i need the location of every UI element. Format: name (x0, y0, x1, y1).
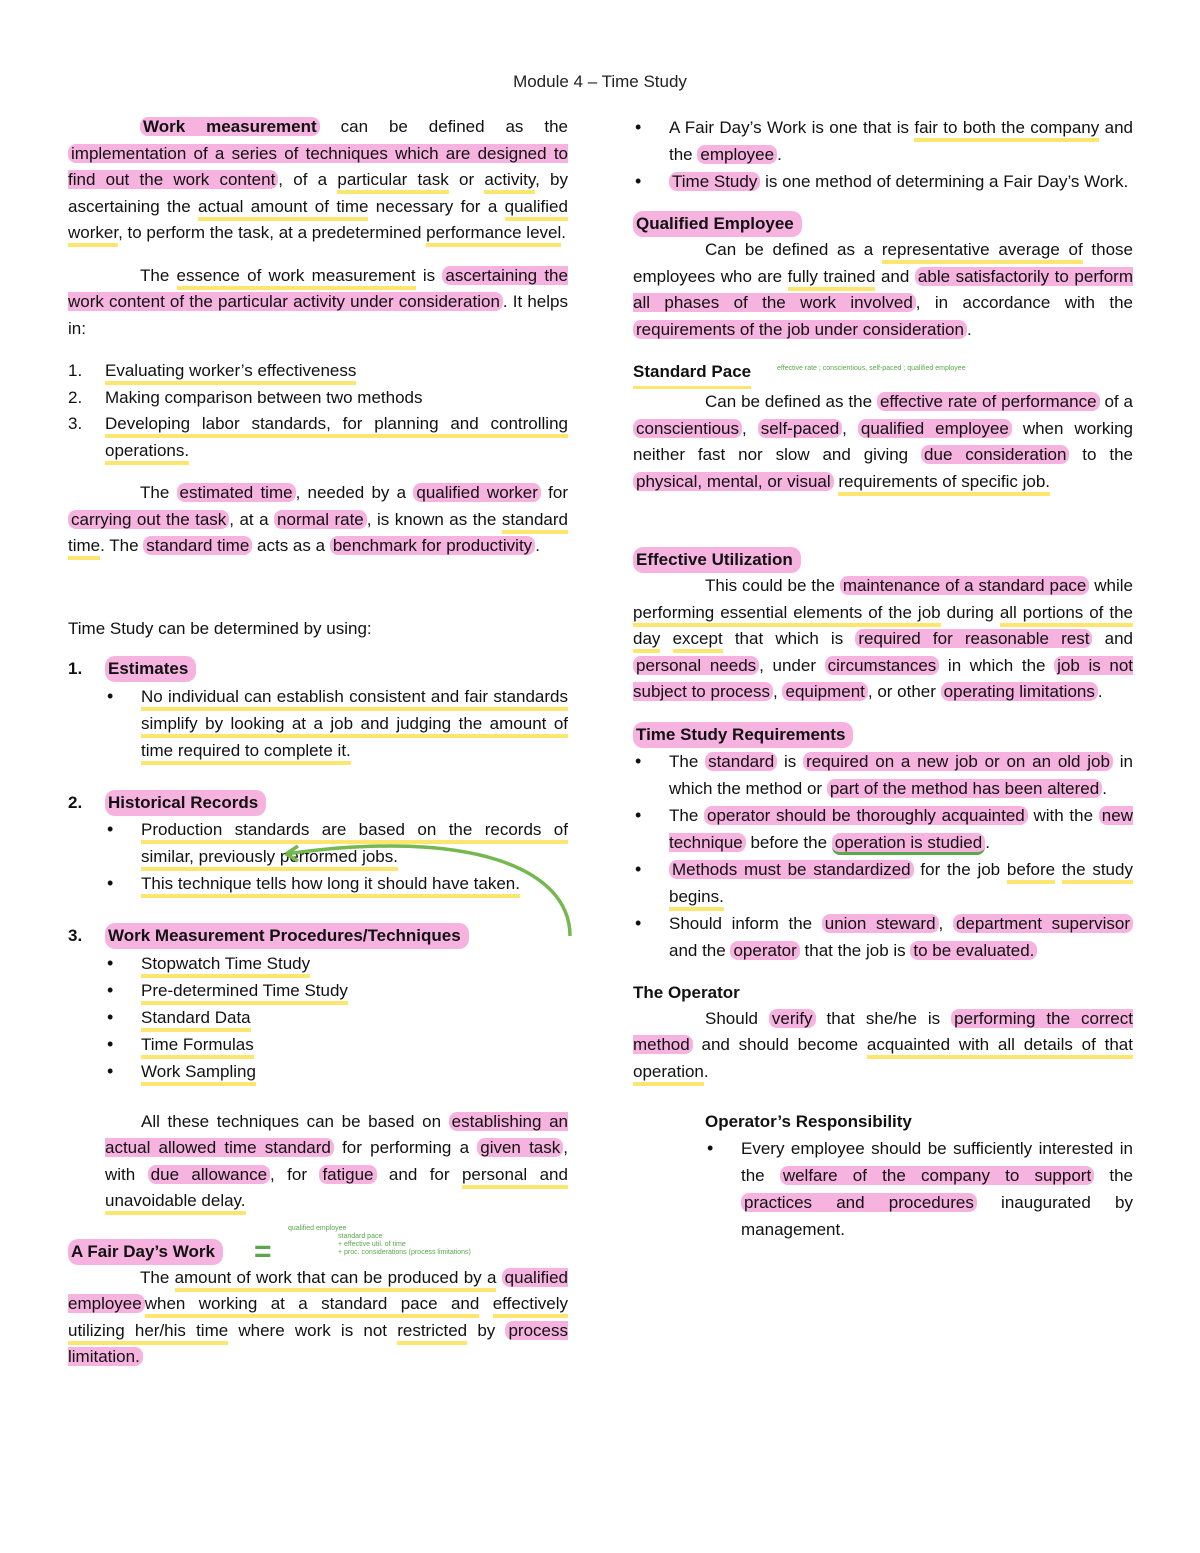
list-item: • This technique tells how long it should have taken. (105, 870, 568, 897)
term-work-measurement: Work measurement (140, 117, 320, 136)
method-historical-records: 2. Historical Records • Production standards are based on the records of similar, previously performed jobs. • This technique tells how long it should have taken. (68, 790, 568, 924)
arrow-annotation-icon (270, 828, 580, 948)
right-column (633, 114, 1133, 1243)
list-item: • The standard is required on a new job or on an old job in which the method or part of the method has been altered . (633, 748, 1133, 802)
list-item: • Methods must be standardized for the job before the study begins. (633, 856, 1133, 910)
handwritten-annotation: qualified employee standard pace + effective util. of time + proc. considerations (process limitations) (288, 1224, 471, 1256)
effective-utilization-heading: Effective Utilization (633, 547, 801, 573)
fair-days-work-heading: A Fair Day’s Work (68, 1239, 223, 1265)
list-item: • Production standards are based on the records of similar, previously performed jobs. (105, 816, 568, 870)
list-item: • Pre-determined Time Study (105, 977, 568, 1004)
method-estimates: 1. Estimates • No individual can establish consistent and fair standards simplify by looking at a job and judging the amount of time required to complete it. (68, 656, 568, 790)
equals-annotation: = (254, 1234, 272, 1268)
list-item: • A Fair Day’s Work is one that is fair to both the company and the employee . (633, 114, 1133, 168)
techniques-paragraph: All these techniques can be based on establishing an actual allowed time standard for performing a given task , with due allowance , for fatigue and for personal and unavoidable delay. (105, 1109, 568, 1215)
list-item: • No individual can establish consistent and fair standards simplify by looking at a job and judging the amount of time required to complete it. (105, 683, 568, 764)
qualified-employee-definition: Can be defined as a representative average of those employees who are fully trained and able satisfactorily to perform all phases of the work involved , in accordance with the requirements of the job under consideration . (633, 240, 1133, 339)
standard-pace-definition: Can be defined as the effective rate of performance of a conscientious , self-paced , qualified employee when working neither fast nor slow and giving due consideration to the physical, mental, or visual requirements of specific job. (633, 389, 1133, 495)
list-item: • Time Formulas (105, 1031, 568, 1058)
list-item: • Time Study is one method of determining a Fair Day’s Work. (633, 168, 1133, 195)
operator-paragraph: Should verify that she/he is performing the correct method and should become acquainted with all details of that operation. (633, 1006, 1133, 1086)
list-item: • Should inform the union steward , department supervisor and the operator that the job is to be evaluated. (633, 910, 1133, 964)
essence-paragraph: The essence of work measurement is ascertaining the work content of the particular activity under consideration . It helps in: (68, 265, 568, 338)
helps-list (68, 358, 568, 464)
handwritten-annotation: effective rate ; conscientious, self-paced ; qualified employee (777, 365, 966, 372)
standard-pace-heading-row (633, 359, 1133, 389)
determined-intro: Time Study can be determined by using: (68, 618, 372, 638)
standard-time-paragraph: The estimated time , needed by a qualified worker for carrying out the task , at a normal rate , is known as the standard time. The standard time acts as a benchmark for productivity . (68, 480, 568, 560)
fair-days-work-bullets (633, 114, 1133, 195)
operator-responsibility-section (705, 1109, 1133, 1243)
left-column (68, 114, 568, 1371)
list-item: • Every employee should be sufficiently interested in the welfare of the company to support the practices and procedures inaugurated by management. (705, 1135, 1133, 1243)
fair-days-work-definition: The amount of work that can be produced by a qualified employee when working at a standard pace and effectively utilizing her/his time where work is not restricted by process limitation. (68, 1267, 568, 1366)
list-item: • Standard Data (105, 1004, 568, 1031)
the-operator-heading: The Operator (633, 982, 740, 1002)
list-item: 2. Making comparison between two methods (68, 387, 423, 407)
list-item: • The operator should be thoroughly acquainted with the new technique before the operation is studied . (633, 802, 1133, 856)
list-item: • Stopwatch Time Study (105, 950, 568, 977)
qualified-employee-heading: Qualified Employee (633, 211, 802, 237)
work-measurement-definition: Work measurement can be defined as the implementation of a series of techniques which are designed to find out the work content , of a particular task or activity, by ascertaining the actual amount of time necessary for a qualified worker, to perform the task, at a predetermined performance level. (68, 114, 568, 247)
effective-utilization-definition: This could be the maintenance of a standard pace while performing essential elements of the job during all portions of the day except that which is required for reasonable rest and personal needs , under circumstances in which the job is not subject to process , equipment , or other operating limitations . (633, 576, 1134, 701)
operator-responsibility-heading: Operator’s Responsibility (705, 1112, 912, 1131)
list-item: 3. Developing labor standards, for planning and controlling operations. (68, 411, 568, 464)
list-item: 1. Evaluating worker’s effectiveness (68, 358, 568, 385)
standard-pace-heading: Standard Pace (633, 359, 751, 389)
requirements-list (633, 748, 1133, 964)
fair-days-work-heading-row (68, 1224, 568, 1268)
page-title: Module 4 – Time Study (513, 72, 687, 91)
method-work-measurement-procedures: 3. Work Measurement Procedures/Techniques • Stopwatch Time Study • Pre-determined Time Study • Standard Data • Time Formulas • Work Sampling (68, 923, 568, 1085)
time-study-requirements-heading: Time Study Requirements (633, 722, 853, 748)
list-item: • Work Sampling (105, 1058, 568, 1085)
